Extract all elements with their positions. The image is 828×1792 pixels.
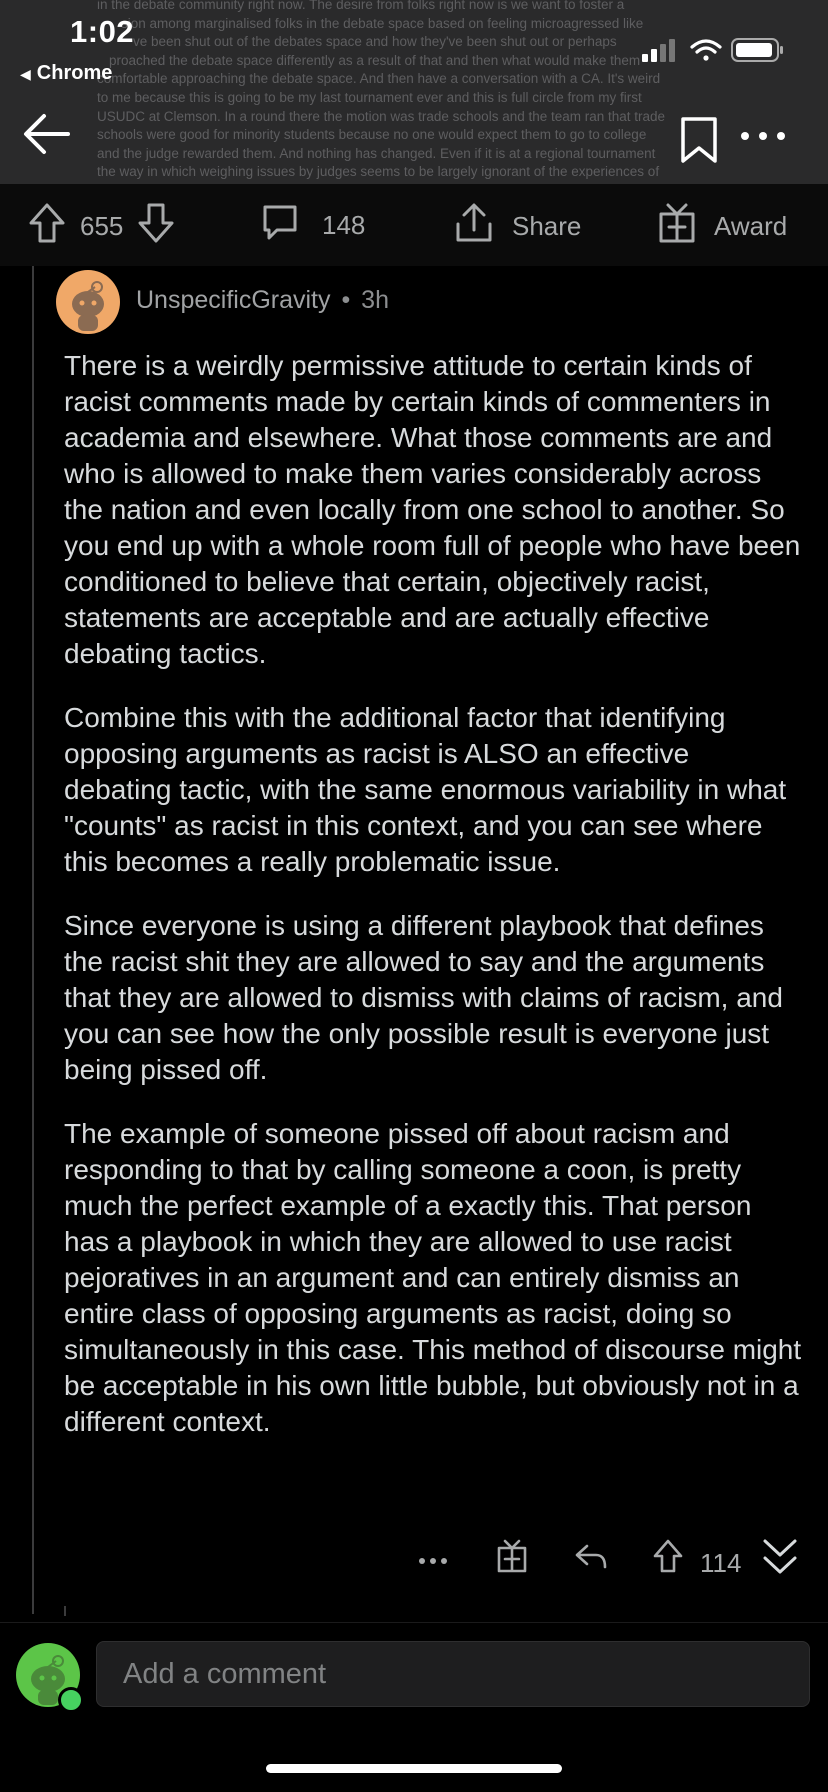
back-triangle-icon: ◀ xyxy=(20,66,31,82)
battery-icon xyxy=(732,39,783,61)
home-indicator[interactable] xyxy=(266,1764,562,1773)
post-preview-line: ve been shut out of the debates space and how they've been shut out or perhaps xyxy=(133,34,617,50)
signal-icon xyxy=(642,39,675,62)
snoo-avatar-icon xyxy=(56,270,120,334)
comment-paragraph: The example of someone pissed off about racism and responding to that by calling someone a coon, is pretty much the perfect example of a exactly this. That person has a playbook in which they are allowed to use racist pejoratives in an argument and can entirely dismiss an entire class of opposing arguments as racist, doing so simultaneously in this case. This method of discourse might be acceptable in his own little bubble, but obviously not in a different context. xyxy=(64,1118,802,1437)
comment-body xyxy=(64,348,804,1468)
comment-meta xyxy=(136,286,389,315)
comment-paragraph: Since everyone is using a different playbook that defines the racist shit they are allowed to say and the arguments that they are allowed to dismiss with claims of racism, and you can see how the only possible result is everyone just being pissed off. xyxy=(64,910,783,1085)
back-app-label: Chrome xyxy=(36,62,113,84)
post-preview-line: schools were good for minority students because no one would expect them to go to college xyxy=(97,127,647,143)
share-label: Share xyxy=(512,211,582,241)
online-status-dot xyxy=(58,1687,84,1713)
comment-paragraph: There is a weirdly permissive attitude to certain kinds of racist comments made by certain kinds of commenters in academia and elsewhere. What those comments are and who is allowed to make them varies considerably across the nation and even locally from one school to another. So you end up with a whole room full of people who have been conditioned to believe that certain, objectively racist, statements are acceptable and are actually effective debating tactics. xyxy=(64,350,801,669)
reply-icon[interactable] xyxy=(574,1542,608,1575)
bookmark-icon[interactable] xyxy=(680,116,718,169)
more-options-icon[interactable] xyxy=(740,128,786,146)
comment-author[interactable]: UnspecificGravity xyxy=(136,286,331,314)
comment-action-bar xyxy=(0,1538,828,1598)
post-preview-line: to me because this is going to be my last tournament ever and this is full circle from my first xyxy=(97,89,642,105)
comment-count: 148 xyxy=(322,210,366,240)
comment-award-icon[interactable] xyxy=(496,1538,528,1579)
reply-bar xyxy=(0,1622,828,1723)
post-preview-line: in the debate community right now. The desire from folks right now is we want to foster a xyxy=(97,0,625,12)
comment-bubble-icon xyxy=(260,202,300,249)
post-preview-text xyxy=(97,0,737,182)
add-comment-input[interactable]: Add a comment xyxy=(96,1641,810,1707)
post-header xyxy=(0,0,828,184)
collapse-chevron-icon[interactable] xyxy=(762,1538,798,1581)
post-preview-line: and the judge rewarded them. And nothing has changed. Even if it is at a regional tournament xyxy=(97,145,656,161)
avatar[interactable] xyxy=(56,270,120,334)
comment-upvote-icon[interactable] xyxy=(652,1538,684,1579)
share-button[interactable] xyxy=(454,202,581,251)
post-action-bar xyxy=(0,184,828,266)
thread-line[interactable] xyxy=(32,266,34,1614)
status-icons xyxy=(618,36,798,64)
comment-paragraph: Combine this with the additional factor that identifying opposing arguments as racist is ALSO an effective debating tactic, with the same enormous variability in what "counts" as racist in this context, and you can see where this becomes a really problematic issue. xyxy=(64,702,787,877)
comment-more-icon[interactable] xyxy=(418,1552,448,1570)
gift-icon xyxy=(658,202,696,251)
post-preview-line: the way in which weighing issues by judges seems to be largely ignorant of the experiences of xyxy=(97,164,660,180)
upvote-icon[interactable] xyxy=(28,202,66,251)
upvote-count: 655 xyxy=(80,211,124,241)
back-arrow-icon[interactable] xyxy=(22,112,72,161)
downvote-icon[interactable] xyxy=(137,202,175,251)
wifi-icon xyxy=(692,41,720,61)
back-to-app-link[interactable] xyxy=(20,62,112,85)
share-icon xyxy=(454,202,494,251)
post-preview-line: USUDC at Clemson. In a round there the motion was trade schools and the team ran that trade xyxy=(97,108,666,124)
post-preview-line: comfortable approaching the debate space. And then have a conversation with a CA. It's weird xyxy=(97,71,661,87)
award-label: Award xyxy=(714,211,788,241)
post-preview-line: proached the debate space differently as a result of that and then what would make them xyxy=(109,52,641,68)
vote-group xyxy=(28,202,175,251)
thread-stub xyxy=(64,1606,66,1616)
comment-vote-count: 114 xyxy=(700,1548,742,1578)
comments-button[interactable] xyxy=(260,202,365,249)
meta-separator: • xyxy=(341,286,351,314)
award-button[interactable] xyxy=(658,202,787,251)
status-time: 1:02 xyxy=(70,14,135,49)
post-preview-line: sion among marginalised folks in the debate space based on feeling microagressed like xyxy=(121,15,644,31)
comment-age: 3h xyxy=(361,286,389,314)
